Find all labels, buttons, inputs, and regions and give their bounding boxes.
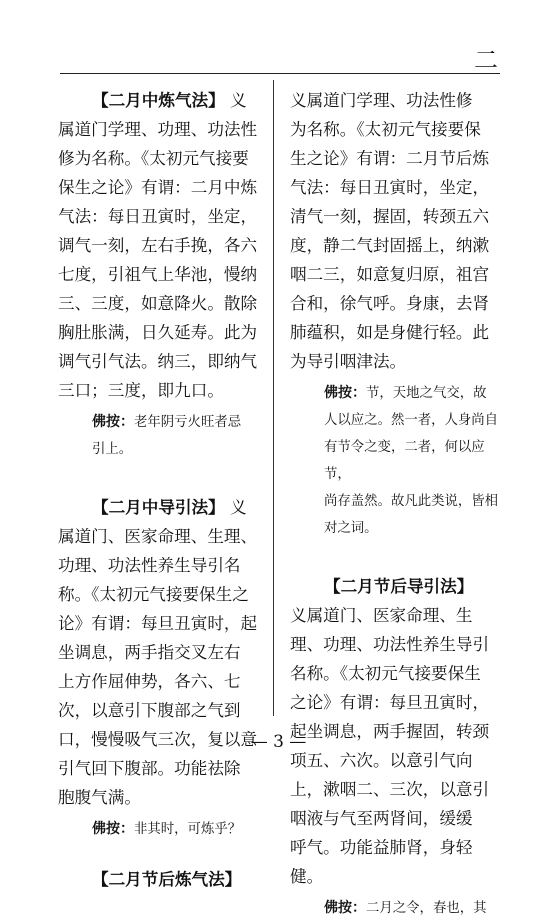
entry-second-month-mid-daoyin	[58, 493, 264, 812]
entry-continued-body: 义属道门学理、功法性修 为名称。《太初元气接要保 生之论》有谓：二月节后炼 气法：每日丑寅时，坐定， 清气一刻，握固，转颈五六 度，静二气封固摇上，纳漱 咽二三，如意复归原，祖宫 合和，徐气呼。身康，去肾 肺蕴积，如是身健行轻。此 为导引咽津法。	[290, 91, 490, 371]
commentary	[290, 380, 500, 542]
commentary-label: 佛按：	[324, 385, 366, 401]
commentary-text: 老年阴亏火旺者忌 引上。	[92, 415, 242, 457]
entry-title: 【二月中导引法】	[92, 498, 225, 517]
entry-lead: 义	[224, 91, 247, 110]
commentary-label: 佛按：	[92, 414, 134, 430]
entry-body: 属道门学理、功理、功法性 修为名称。《太初元气接要 保生之论》有谓：二月中炼 气法：每日丑寅时，坐定， 调气一刻，左右手挽，各六 七度，引祖气上华池，慢纳 三、三度，如意降火。散除 胸肚胀满，日久延寿。此为 调气引气法。纳三，即纳气 三口；三度，即九口。	[58, 120, 258, 400]
commentary	[58, 816, 264, 843]
entry-body: 义属道门、医家命理、生 理、功理、功法性养生导引 名称。《太初元气接要保生 之论》有谓：每旦丑寅时， 起坐调息，两手握固，转颈 项五、六次。以意引气向 上，漱咽二、三次，以意引 咽液与气至两肾间，缓缓 呼气。功能益肺肾，身轻 健。	[290, 606, 490, 886]
commentary-text: 非其时，可炼乎？	[134, 822, 242, 837]
commentary-label: 佛按：	[324, 900, 366, 916]
header-rule	[60, 73, 500, 74]
page-number: — 3 —	[250, 732, 307, 752]
entry-body: 属道门、医家命理、生理、 功理、功法性养生导引名 称。《太初元气接要保生之 论》有谓：每旦丑寅时，起 坐调息，两手指交叉左右 上方作屈伸势，各六、七 次，以意引下腹部之气到 口，慢慢吸气三次，复以意 引气回下腹部。功能祛除 胞腹气满。	[58, 527, 258, 807]
entry-title: 【二月中炼气法】	[92, 91, 225, 110]
running-header-char: 二	[474, 46, 500, 74]
commentary-text: 节，天地之气交，故 人以应之。然一者，人身尚自 有节令之变，二者，何以应节， 尚存盖然。故凡此类说，皆相 对之词。	[324, 386, 499, 536]
column-divider	[273, 80, 274, 716]
commentary-text: 二月之令，春也，其	[366, 901, 487, 916]
commentary	[58, 409, 264, 463]
entry-title-second-month-late-daoyin: 【二月节后导引法】	[324, 577, 474, 596]
commentary-label: 佛按：	[92, 821, 134, 837]
right-column	[290, 86, 500, 922]
entry-second-month-mid-qi	[58, 86, 264, 405]
entry-title-second-month-late-qi: 【二月节后炼气法】	[92, 870, 242, 889]
entry-lead: 义	[224, 498, 247, 517]
commentary	[290, 895, 500, 922]
left-column	[58, 86, 264, 894]
